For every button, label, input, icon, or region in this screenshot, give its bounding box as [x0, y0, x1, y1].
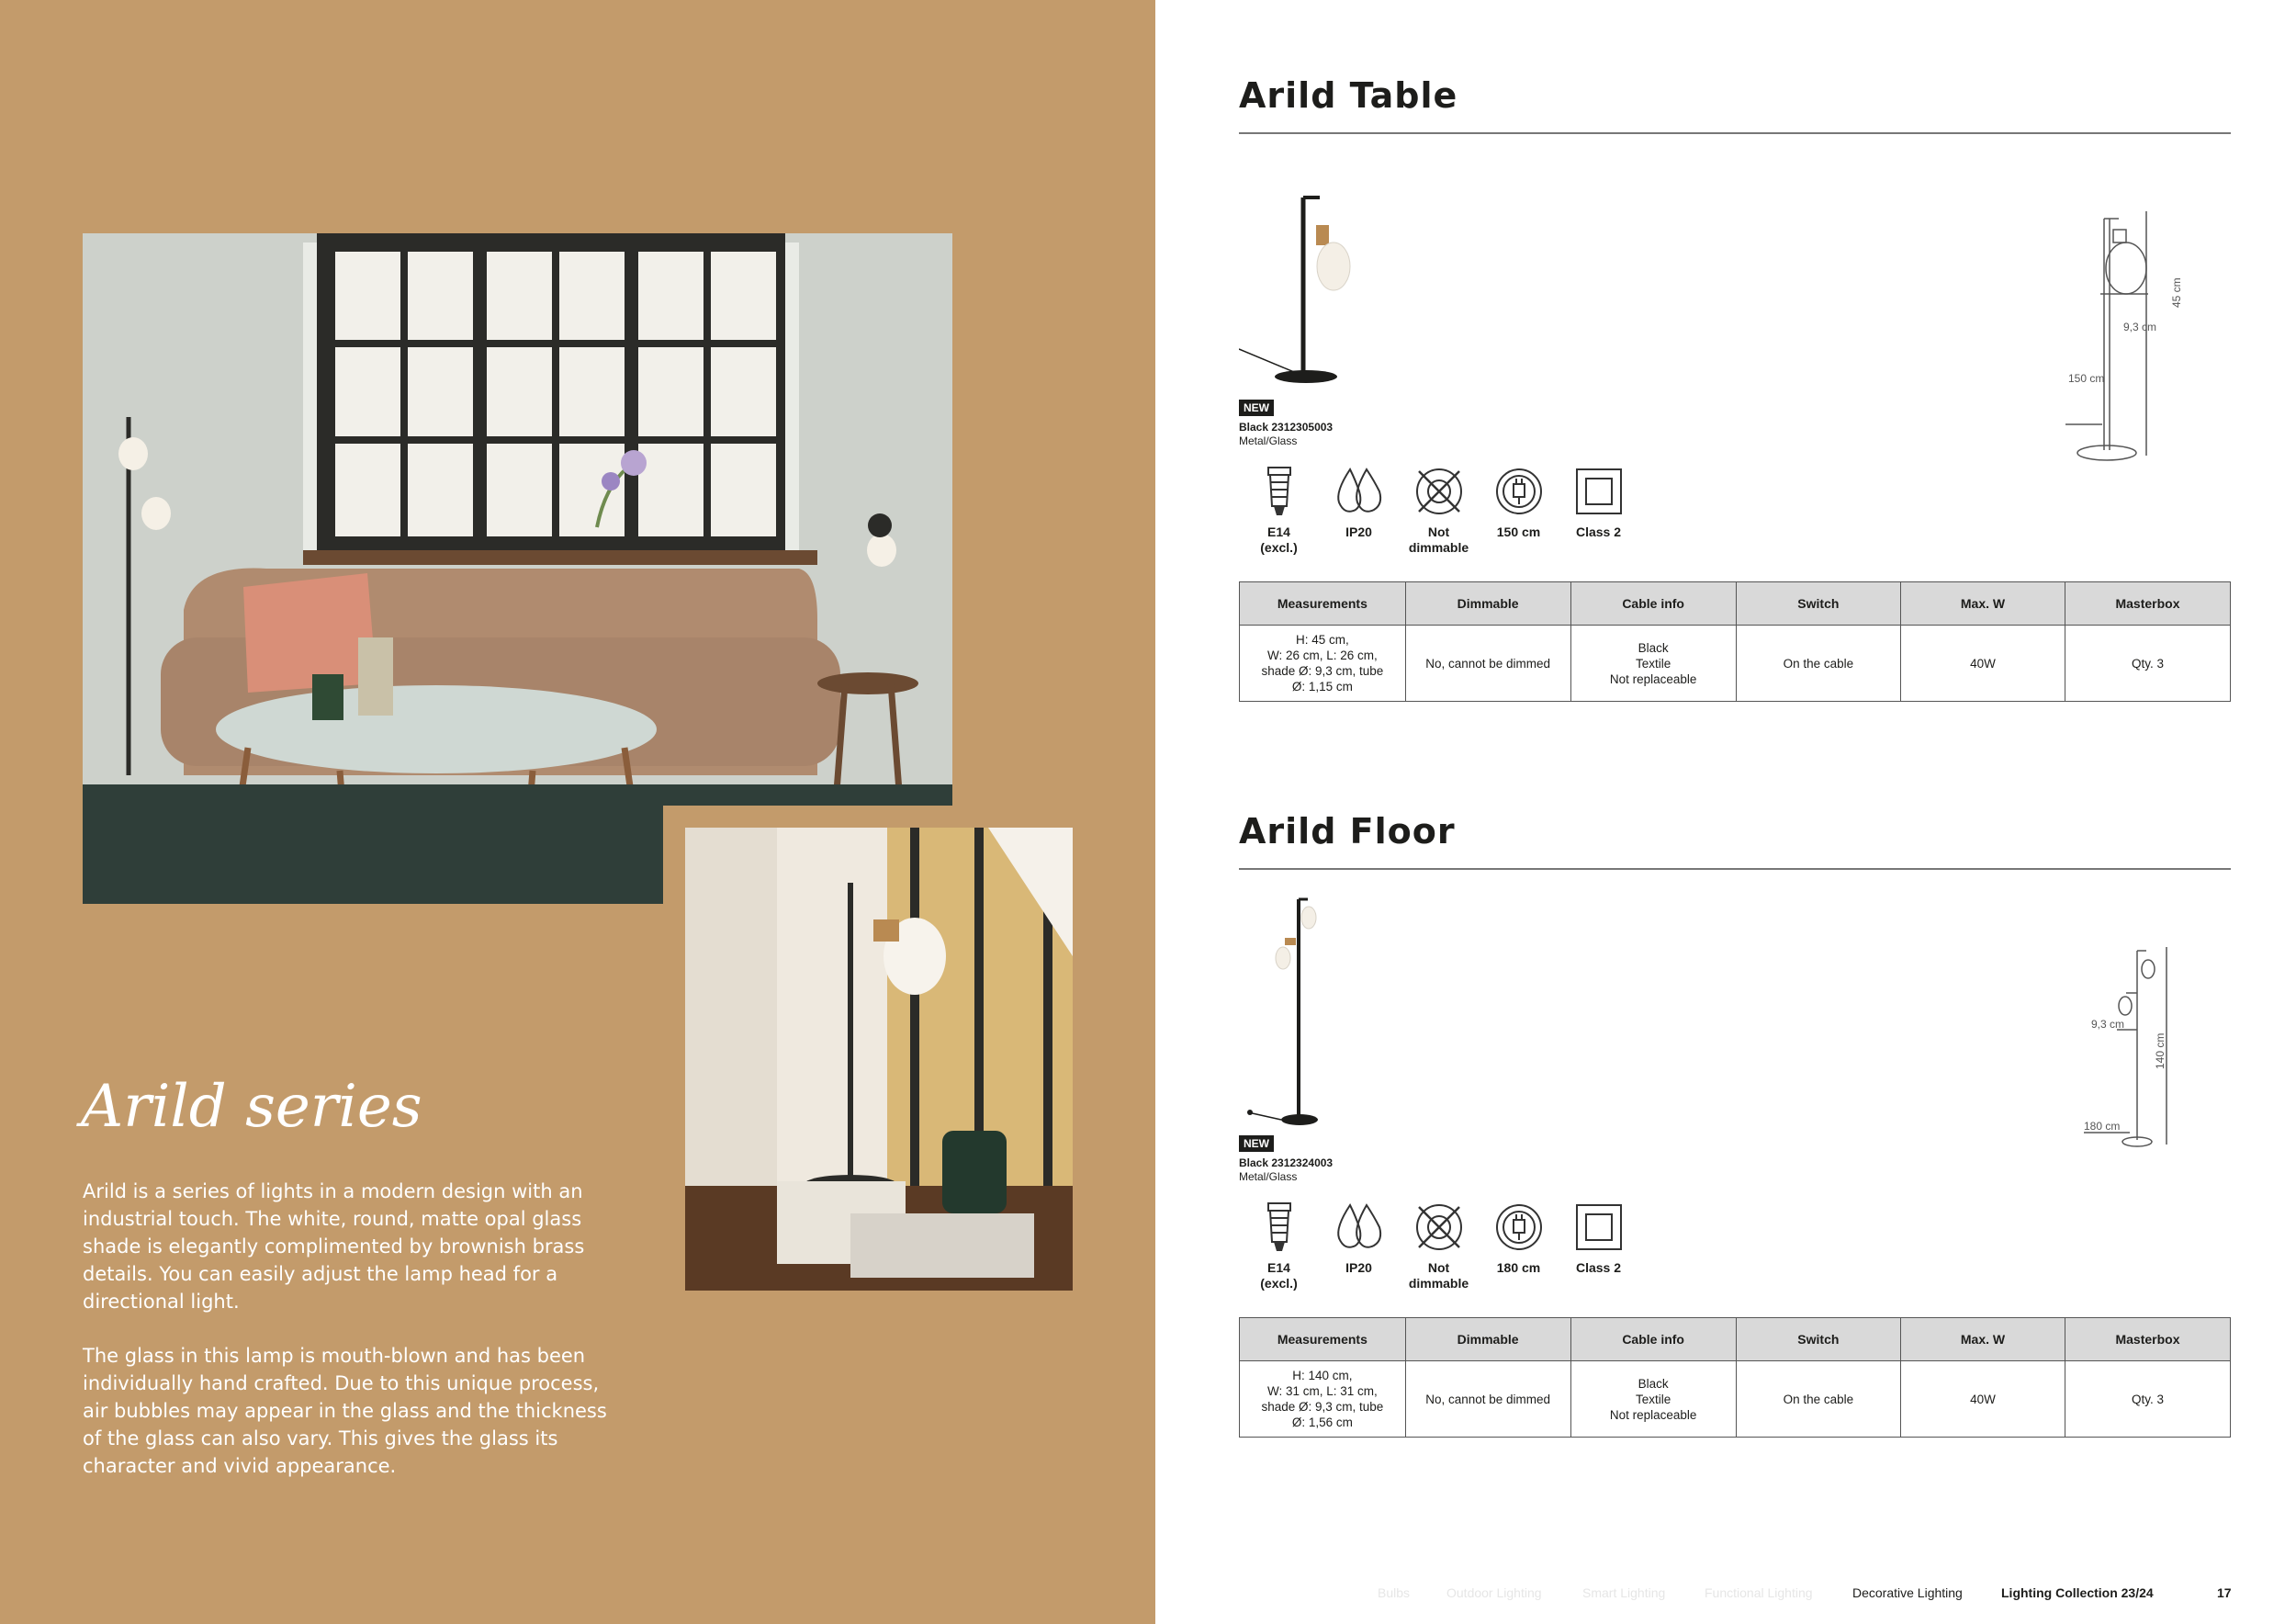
product-image-table-lamp [1239, 188, 1367, 386]
product-section-arild-table [1239, 69, 2231, 712]
cable-icon [1491, 464, 1547, 519]
feature-label: 180 cm [1496, 1260, 1541, 1275]
feature-label: Class 2 [1575, 524, 1622, 539]
cell-switch: On the cable [1736, 626, 1900, 702]
feature-bulb [1239, 464, 1319, 556]
dimension-drawing-table [2065, 211, 2231, 487]
title-rule [1239, 132, 2231, 134]
dim-shade: 9,3 cm [2123, 321, 2157, 333]
cell-masterbox: Qty. 3 [2065, 1361, 2231, 1438]
spec-header-row [1240, 582, 2231, 626]
header-dimmable: Dimmable [1405, 582, 1570, 626]
feature-dimmable [1399, 464, 1479, 556]
not-dimmable-icon [1412, 1200, 1467, 1255]
header-masterbox: Masterbox [2065, 582, 2231, 626]
header-switch: Switch [1736, 582, 1900, 626]
header-measurements: Measurements [1240, 582, 1406, 626]
feature-class [1559, 464, 1638, 556]
bulb-icon [1252, 1200, 1307, 1255]
feature-cable [1479, 1200, 1559, 1291]
cell-measurements: H: 45 cm, W: 26 cm, L: 26 cm, shade Ø: 9,3 cm, tube Ø: 1,15 cm [1240, 626, 1406, 702]
product-material: Metal/Glass [1239, 434, 1298, 447]
class2-icon [1571, 1200, 1626, 1255]
spec-table [1239, 1317, 2231, 1438]
new-badge: NEW [1239, 400, 1274, 416]
dim-shade: 9,3 cm [2091, 1018, 2125, 1031]
series-title: Arild series [81, 1073, 422, 1141]
feature-dimmable [1399, 1200, 1479, 1291]
product-material: Metal/Glass [1239, 1170, 1298, 1183]
page-number: 17 [2217, 1585, 2232, 1600]
dim-cable: 180 cm [2084, 1120, 2121, 1133]
product-title: Arild Table [1239, 75, 1458, 116]
living-room-photo [83, 233, 952, 904]
footer-nav-bulbs[interactable]: Bulbs [1378, 1585, 1411, 1600]
feature-label: IP20 [1345, 1260, 1372, 1275]
cell-cable-info: Black Textile Not replaceable [1570, 626, 1736, 702]
header-dimmable: Dimmable [1405, 1318, 1570, 1361]
cell-dimmable: No, cannot be dimmed [1405, 1361, 1570, 1438]
cell-masterbox: Qty. 3 [2065, 626, 2231, 702]
header-masterbox: Masterbox [2065, 1318, 2231, 1361]
feature-label: E14 (excl.) [1260, 524, 1298, 555]
footer-nav-outdoor[interactable]: Outdoor Lighting [1446, 1585, 1542, 1600]
header-cable-info: Cable info [1570, 582, 1736, 626]
page-footer [1378, 1585, 2232, 1606]
new-badge: NEW [1239, 1135, 1274, 1152]
cell-max-w: 40W [1900, 626, 2065, 702]
footer-nav-decorative[interactable]: Decorative Lighting [1852, 1585, 1963, 1600]
spec-table [1239, 581, 2231, 702]
table-lamp-photo [663, 806, 1155, 1292]
product-sku: Black 2312324003 [1239, 1156, 1334, 1169]
cell-measurements: H: 140 cm, W: 31 cm, L: 31 cm, shade Ø: 9,3 cm, tube Ø: 1,56 cm [1240, 1361, 1406, 1438]
feature-label: Not dimmable [1408, 524, 1469, 555]
dim-cable: 150 cm [2068, 372, 2105, 385]
footer-nav-smart[interactable]: Smart Lighting [1582, 1585, 1666, 1600]
cell-max-w: 40W [1900, 1361, 2065, 1438]
feature-icons [1239, 1200, 1638, 1291]
feature-label: IP20 [1345, 524, 1372, 539]
footer-collection: Lighting Collection 23/24 [2001, 1585, 2154, 1600]
bulb-icon [1252, 464, 1307, 519]
feature-label: Not dimmable [1408, 1260, 1469, 1291]
ip-rating-icon [1332, 1200, 1387, 1255]
header-max-w: Max. W [1900, 1318, 2065, 1361]
series-paragraph-1: Arild is a series of lights in a modern design with an industrial touch. The white, round, matte opal glass shade is elegantly complimented by brownish brass details. You can easily adjust the lamp head for a directional light. [83, 1180, 585, 1313]
feature-label: 150 cm [1496, 524, 1541, 539]
product-sku: Black 2312305003 [1239, 421, 1334, 434]
feature-class [1559, 1200, 1638, 1291]
product-title: Arild Floor [1239, 811, 1456, 851]
footer-nav-functional[interactable]: Functional Lighting [1705, 1585, 1813, 1600]
cell-cable-info: Black Textile Not replaceable [1570, 1361, 1736, 1438]
feature-ip [1319, 1200, 1399, 1291]
feature-ip [1319, 464, 1399, 556]
feature-icons [1239, 464, 1638, 556]
header-measurements: Measurements [1240, 1318, 1406, 1361]
cell-switch: On the cable [1736, 1361, 1900, 1438]
feature-label: E14 (excl.) [1260, 1260, 1298, 1291]
spec-header-row [1240, 1318, 2231, 1361]
product-image-floor-lamp [1239, 892, 1367, 1126]
header-max-w: Max. W [1900, 582, 2065, 626]
series-description [83, 1178, 615, 1506]
dim-height: 140 cm [2154, 1032, 2167, 1069]
ip-rating-icon [1332, 464, 1387, 519]
series-paragraph-2: The glass in this lamp is mouth-blown and has been individually hand crafted. Due to this unique process, air bubbles may appear in the glass and the thickness of the glass can also vary. This gives the glass its character and vivid appearance. [83, 1345, 607, 1477]
spec-value-row [1240, 626, 2231, 702]
not-dimmable-icon [1412, 464, 1467, 519]
spec-value-row [1240, 1361, 2231, 1438]
header-switch: Switch [1736, 1318, 1900, 1361]
cell-dimmable: No, cannot be dimmed [1405, 626, 1570, 702]
title-rule [1239, 868, 2231, 870]
feature-bulb [1239, 1200, 1319, 1291]
dim-height: 45 cm [2170, 277, 2183, 308]
product-section-arild-floor [1239, 805, 2231, 1466]
feature-label: Class 2 [1575, 1260, 1622, 1275]
class2-icon [1571, 464, 1626, 519]
header-cable-info: Cable info [1570, 1318, 1736, 1361]
feature-cable [1479, 464, 1559, 556]
dimension-drawing-floor [2084, 947, 2212, 1149]
cable-icon [1491, 1200, 1547, 1255]
